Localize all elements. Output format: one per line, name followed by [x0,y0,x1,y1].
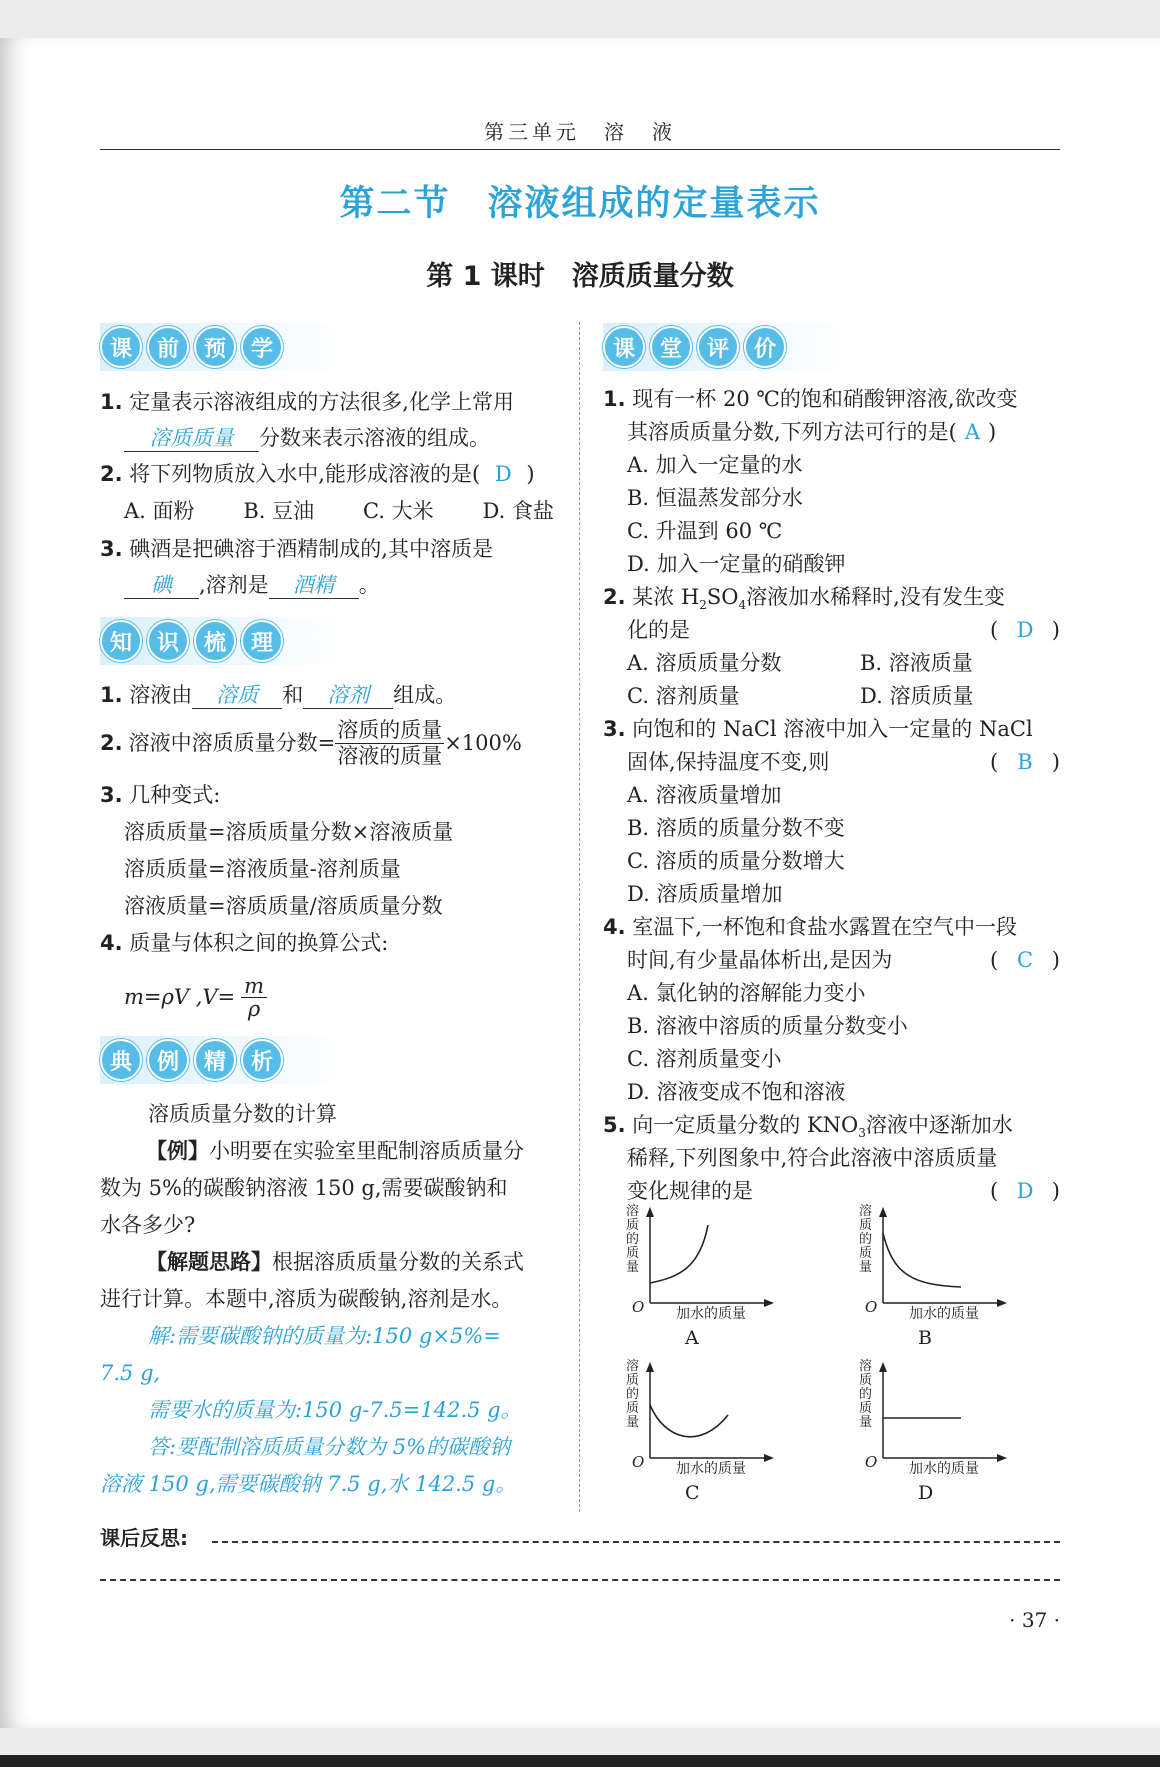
eval-q5-line2: 稀释,下列图象中,符合此溶液中溶质质量 [627,1146,998,1170]
option: A. 氯化钠的溶解能力变小 [627,981,866,1005]
y-axis-label: 量 [859,1260,873,1275]
y-axis-label: 溶 [859,1359,873,1374]
y-axis-label: 质 [626,1373,640,1388]
graph-curve [883,1233,961,1287]
axis-lines [883,1366,1003,1458]
axis-lines [883,1211,1003,1303]
running-title: 第三单元 溶 液 [484,120,676,144]
badge-char: 价 [744,326,786,368]
eval-q1-line2: 其溶质质量分数,下列方法可行的是( A ) [627,420,997,444]
x-axis-label: 加水的质量 [676,1461,746,1477]
eval-q3-line2: 固体,保持温度不变,则 [627,750,830,774]
y-axis-label: 量 [626,1260,640,1275]
pre-q2: 2. 将下列物质放入水中,能形成溶液的是( D ) [100,462,535,486]
y-axis-label: 质 [859,1401,873,1416]
option: B. 溶液质量 [860,651,973,675]
axis-lines [650,1366,770,1458]
fraction: $\frac{\text{溶质的质量}}{\text{溶液的质量}}$ [337,718,443,768]
option: B. 豆油 [243,499,315,523]
pre-q3-line2: 碘 ,溶剂是 酒精 。 [124,569,380,602]
graph-axes [853,1360,1033,1475]
answer-blank: 溶剂 [303,682,393,709]
answer: B [1017,750,1033,774]
pre-q1-line1: 1. 定量表示溶液组成的方法很多,化学上常用 [100,390,514,414]
option: A. 加入一定量的水 [627,453,803,477]
graph-a [620,1205,800,1355]
badge-char: 例 [147,1039,189,1081]
solution-line: 答:要配制溶质质量分数为 5%的碳酸钠 [148,1435,511,1459]
graph-letter: D [918,1482,934,1504]
eval-q2-answer: ( D ) [990,614,1060,647]
badge-evaluation [603,323,851,371]
graph-axes [620,1360,800,1475]
eval-q5-answer: ( D ) [990,1175,1060,1208]
badge-char: 评 [697,326,739,368]
graph-letter: B [918,1327,932,1349]
eval-q4-line1: 4. 室温下,一杯饱和食盐水露置在空气中一段 [603,915,1017,939]
know-k4-formula: m=ρV ,V= $\frac{m}{\rho}$ [124,975,267,1020]
example-idea-2: 进行计算。本题中,溶质为碳酸钠,溶剂是水。 [100,1287,513,1311]
axis-arrows [646,1362,774,1462]
eval-q1-line1: 1. 现有一杯 20 ℃的饱和硝酸钾溶液,欲改变 [603,387,1018,411]
origin-label: O [865,1298,878,1316]
reflection-label: 课后反思: [100,1526,188,1550]
eval-q3-line1: 3. 向饱和的 NaCl 溶液中加入一定量的 NaCl [603,717,1033,741]
example-question-2: 数为 5%的碳酸钠溶液 150 g,需要碳酸钠和 [100,1176,508,1200]
y-axis-label: 的 [626,1387,640,1402]
y-axis-label: 溶 [859,1204,873,1219]
reflection-line [100,1579,1060,1581]
badge-knowledge [100,617,348,665]
graph-axes [620,1205,800,1320]
option: A. 溶液质量增加 [627,783,782,807]
option: C. 溶剂质量变小 [627,1047,782,1071]
formula-line: 溶液质量=溶质质量/溶质质量分数 [124,894,443,918]
know-k2: 2. 溶液中溶质质量分数= $\frac{\text{溶质的质量}}{\text{溶液的质量}}$ ×100% [100,718,522,768]
option: C. 溶质的质量分数增大 [627,849,845,873]
eval-q2-line1: 2. 某浓 $H_2SO_4$溶液加水稀释时,没有发生变 [603,585,1005,613]
answer: D [494,462,512,486]
origin-label: O [632,1453,645,1471]
example-idea-1: 【解题思路】根据溶质质量分数的关系式 [146,1250,524,1274]
answer-blank: 酒精 [269,572,359,599]
solution-line: 解:需要碳酸钠的质量为:150 g×5%= [148,1324,501,1348]
section-title: 第二节 溶液组成的定量表示 [339,184,821,224]
lesson-title: 第 1 课时 溶质质量分数 [426,261,734,292]
axis-arrows [646,1207,774,1307]
graph-c [620,1360,800,1510]
option: C. 大米 [363,499,434,523]
axis-arrows [879,1207,1007,1307]
answer-blank: 溶质 [192,682,282,709]
badge-char: 预 [194,326,236,368]
badge-char: 典 [100,1039,142,1081]
y-axis-label: 量 [859,1415,873,1430]
x-axis-label: 加水的质量 [909,1461,979,1477]
y-axis-label: 量 [626,1415,640,1430]
know-k4-title: 4. 质量与体积之间的换算公式: [100,931,389,955]
y-axis-label: 的 [859,1232,873,1247]
solution-line: 7.5 g, [100,1361,161,1385]
option: D. 溶质质量增加 [627,882,783,906]
eval-q3-answer: ( B ) [990,746,1060,779]
option: D. 溶质质量 [860,684,974,708]
answer: D [1016,1179,1034,1203]
pre-q3-line1: 3. 碘酒是把碘溶于酒精制成的,其中溶质是 [100,537,493,561]
badge-example [100,1036,348,1084]
option: B. 恒温蒸发部分水 [627,486,803,510]
option: D. 加入一定量的硝酸钾 [627,552,846,576]
know-k1: 1. 溶液由 溶质 和 溶剂 组成。 [100,683,457,707]
eval-q5-line1: 5. 向一定质量分数的 $KNO_3$溶液中逐渐加水 [603,1113,1013,1141]
graph-letter: A [685,1327,699,1349]
badge-char: 课 [603,326,645,368]
page-number: · 37 · [1009,1608,1060,1632]
solution-line: 需要水的质量为:150 g-7.5=142.5 g。 [148,1398,522,1422]
option: B. 溶液中溶质的质量分数变小 [627,1014,908,1038]
answer: C [1016,948,1034,972]
answer: D [1016,618,1034,642]
y-axis-label: 质 [859,1218,873,1233]
graph-d [853,1360,1033,1510]
x-axis-label: 加水的质量 [676,1306,746,1322]
option: A. 面粉 [124,499,195,523]
badge-pre-study [100,323,348,371]
graph-axes [853,1205,1033,1320]
badge-char: 前 [147,326,189,368]
formula-line: 溶质质量=溶质质量分数×溶液质量 [124,820,454,844]
origin-label: O [865,1453,878,1471]
bottom-bar [0,1755,1160,1767]
option: D. 食盐 [482,499,554,523]
answer-blank: 溶质质量 [124,425,259,452]
y-axis-label: 质 [626,1246,640,1261]
answer: A [964,420,981,444]
graph-curve [650,1405,728,1437]
badge-char: 梳 [194,620,236,662]
y-axis-label: 溶 [626,1204,640,1219]
y-axis-label: 的 [626,1232,640,1247]
option: D. 溶液变成不饱和溶液 [627,1080,846,1104]
badge-char: 学 [241,326,283,368]
option: A. 溶质质量分数 [627,651,782,675]
eval-q5-line3: 变化规律的是 [627,1179,753,1203]
fraction: $\frac{m}{\rho}$ [241,975,267,1020]
badge-char: 堂 [650,326,692,368]
know-k3-title: 3. 几种变式: [100,783,221,807]
solution-line: 溶液 150 g,需要碳酸钠 7.5 g,水 142.5 g。 [100,1472,517,1496]
example-topic: 溶质质量分数的计算 [148,1102,337,1126]
badge-char: 识 [147,620,189,662]
eval-q4-line2: 时间,有少量晶体析出,是因为 [627,948,893,972]
option: B. 溶质的质量分数不变 [627,816,845,840]
option: C. 溶剂质量 [627,684,740,708]
option: C. 升温到 60 ℃ [627,519,783,543]
axis-lines [650,1211,770,1303]
graph-curve [650,1225,708,1283]
y-axis-label: 溶 [626,1359,640,1374]
reflection-line [212,1541,1060,1543]
y-axis-label: 质 [626,1401,640,1416]
origin-label: O [632,1298,645,1316]
y-axis-label: 质 [859,1246,873,1261]
badge-char: 理 [241,620,283,662]
answer-blank: 碘 [124,572,199,599]
badge-char: 精 [194,1039,236,1081]
y-axis-label: 质 [626,1218,640,1233]
badge-char: 课 [100,326,142,368]
graph-letter: C [685,1482,700,1504]
y-axis-label: 的 [859,1387,873,1402]
header-rule [100,149,1060,150]
badge-char: 析 [241,1039,283,1081]
y-axis-label: 质 [859,1373,873,1388]
graph-b [853,1205,1033,1355]
example-question-3: 水各多少? [100,1213,196,1237]
pre-q1-line2: 溶质质量 分数来表示溶液的组成。 [124,422,490,455]
example-question-1: 【例】小明要在实验室里配制溶质质量分 [146,1139,524,1163]
eval-q4-answer: ( C ) [990,944,1060,977]
x-axis-label: 加水的质量 [909,1306,979,1322]
pre-q2-options [124,495,554,528]
eval-q2-line2: 化的是 [627,618,690,642]
column-divider [579,322,580,1512]
formula-line: 溶质质量=溶液质量-溶剂质量 [124,857,401,881]
badge-char: 知 [100,620,142,662]
axis-arrows [879,1362,1007,1462]
